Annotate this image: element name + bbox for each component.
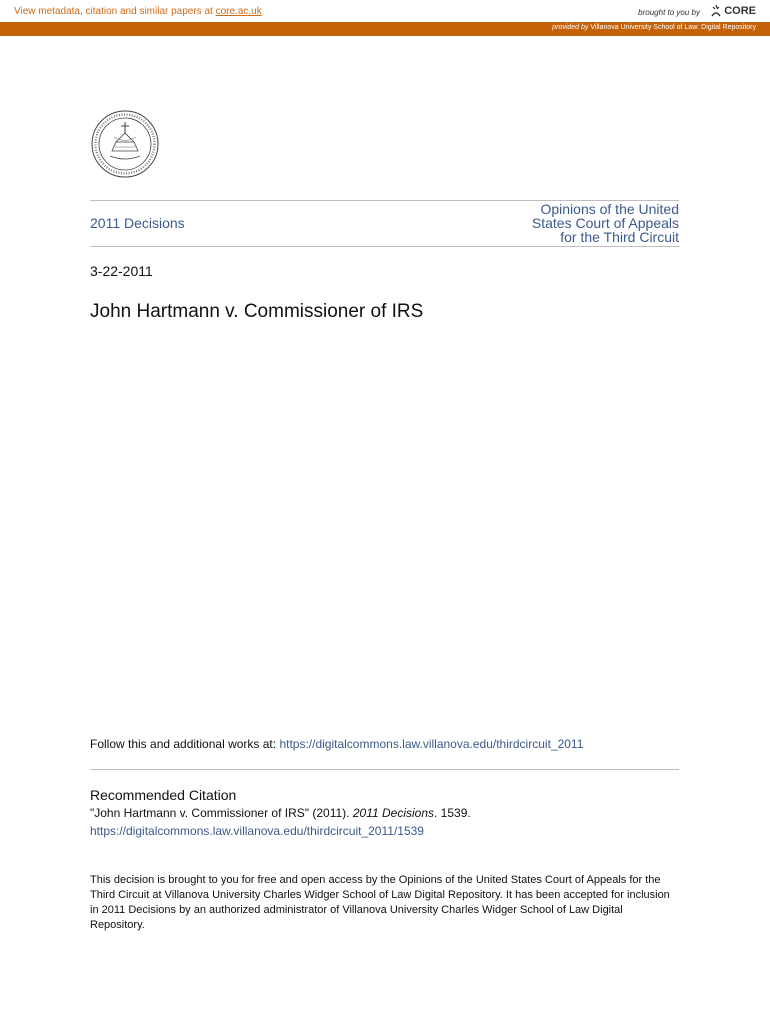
citation-suffix: . 1539. [434, 806, 471, 820]
citation-url-link[interactable]: https://digitalcommons.law.villanova.edu/thirdcircuit_2011/1539 [90, 824, 424, 838]
citation-collection: 2011 Decisions [352, 806, 435, 820]
follow-url-link[interactable]: https://digitalcommons.law.villanova.edu/thirdcircuit_2011 [279, 737, 584, 751]
citation-text [90, 806, 471, 820]
repository-link[interactable]: Villanova University School of Law: Digital Repository [590, 24, 756, 31]
villanova-seal-icon [90, 109, 160, 179]
decision-date: 3-22-2011 [90, 263, 153, 279]
provided-by-bar [0, 22, 770, 36]
core-label: CORE [724, 5, 756, 17]
access-disclaimer: This decision is brought to you for free and open access by the Opinions of the United States Court of Appeals for the Third Circuit at Villanova University Charles Widger School of Law Digital Repository. It has been accepted for inclusion in 2011 Decisions by an authorized administrator of Villanova University Charles Widger School of Law Digital Repository. [90, 874, 670, 931]
header-rule-bottom [90, 246, 679, 247]
collection-link[interactable]: 2011 Decisions [90, 215, 185, 231]
series-line: Opinions of the United [540, 201, 679, 217]
series-line: for the Third Circuit [560, 229, 679, 245]
citation-rule [90, 769, 679, 770]
provided-by-text [552, 24, 756, 31]
series-line: States Court of Appeals [531, 215, 679, 231]
citation-prefix: "John Hartmann v. Commissioner of IRS" (2011). [90, 806, 353, 820]
series-link[interactable] [479, 202, 679, 244]
follow-text: Follow this and additional works at: [90, 737, 280, 751]
metadata-link-line [14, 6, 262, 17]
provided-by-label: provided by [552, 24, 589, 31]
document-title: John Hartmann v. Commissioner of IRS [90, 301, 424, 322]
core-ac-uk-link[interactable]: core.ac.uk [215, 6, 262, 17]
core-logo[interactable] [710, 4, 756, 18]
core-topbar [0, 0, 770, 22]
metadata-prefix: View metadata, citation and similar papers at [14, 6, 216, 17]
citation-heading: Recommended Citation [90, 787, 237, 803]
core-logo-icon [710, 4, 722, 18]
follow-line [90, 737, 583, 751]
brought-to-you-by: brought to you by [638, 8, 700, 17]
